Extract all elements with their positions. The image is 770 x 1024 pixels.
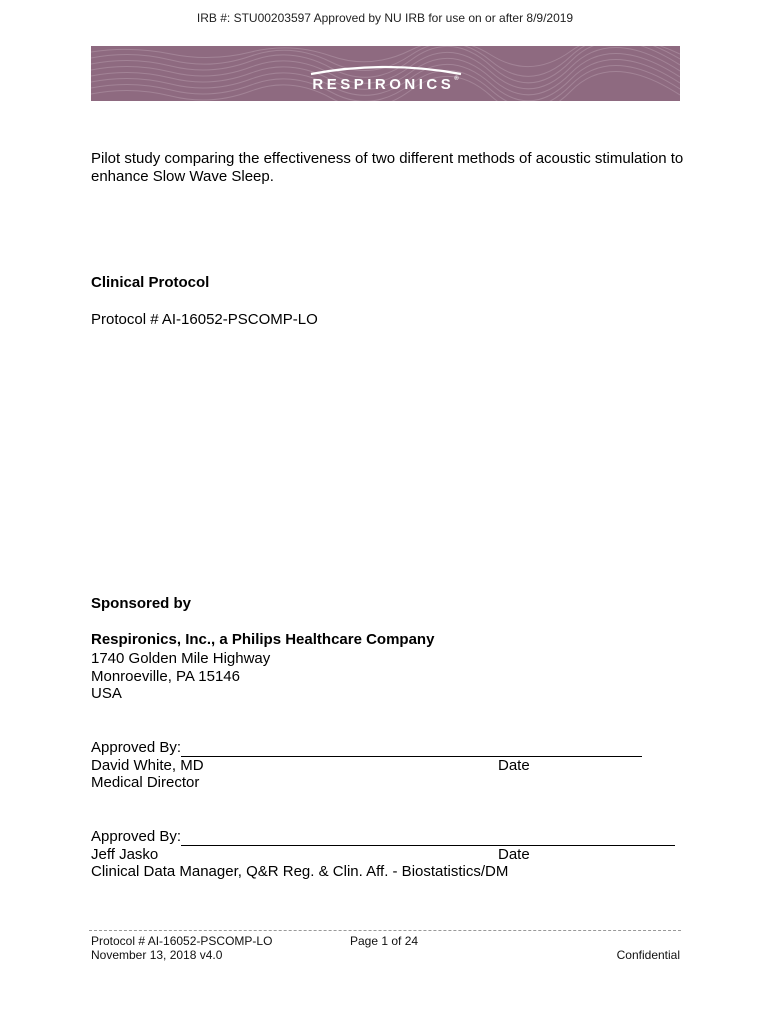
address-line: USA — [91, 685, 122, 702]
sponsored-by-heading: Sponsored by — [91, 595, 192, 612]
footer-date-version: November 13, 2018 v4.0 — [91, 948, 223, 962]
approver-role: Clinical Data Manager, Q&R Reg. & Clin. Aff. - Biostatistics/DM — [91, 863, 509, 880]
respironics-banner — [91, 46, 680, 101]
approval-block-1 — [91, 739, 651, 792]
section-heading: Clinical Protocol — [91, 274, 210, 291]
signature-line[interactable] — [181, 831, 675, 846]
footer-protocol: Protocol # AI-16052-PSCOMP-LO — [91, 934, 273, 948]
respironics-logo: RESPIRONICS® — [312, 76, 459, 93]
approver-name: David White, MD — [91, 756, 204, 774]
sponsor-address — [91, 650, 270, 703]
irb-approval-header: IRB #: STU00203597 Approved by NU IRB for use on or after 8/9/2019 — [196, 11, 574, 25]
confidential-label: Confidential — [616, 948, 680, 962]
approver-name: Jeff Jasko — [91, 845, 159, 863]
approved-by-label: Approved By: — [91, 828, 182, 845]
footer-divider — [89, 930, 681, 931]
approval-block-2 — [91, 828, 686, 881]
page-number: Page 1 of 24 — [350, 934, 419, 948]
protocol-number: Protocol # AI-16052-PSCOMP-LO — [91, 311, 318, 328]
date-label: Date — [498, 756, 530, 774]
date-label: Date — [498, 845, 530, 863]
sponsor-company: Respironics, Inc., a Philips Healthcare Company — [91, 631, 435, 648]
approved-by-label: Approved By: — [91, 739, 182, 756]
address-line: 1740 Golden Mile Highway — [91, 650, 271, 667]
signature-line[interactable] — [181, 742, 642, 757]
address-line: Monroeville, PA 15146 — [91, 667, 240, 685]
approver-role: Medical Director — [91, 774, 200, 791]
study-title: Pilot study comparing the effectiveness of two different methods of acoustic stimulation to enhance Slow Wave Sleep. — [91, 150, 684, 185]
